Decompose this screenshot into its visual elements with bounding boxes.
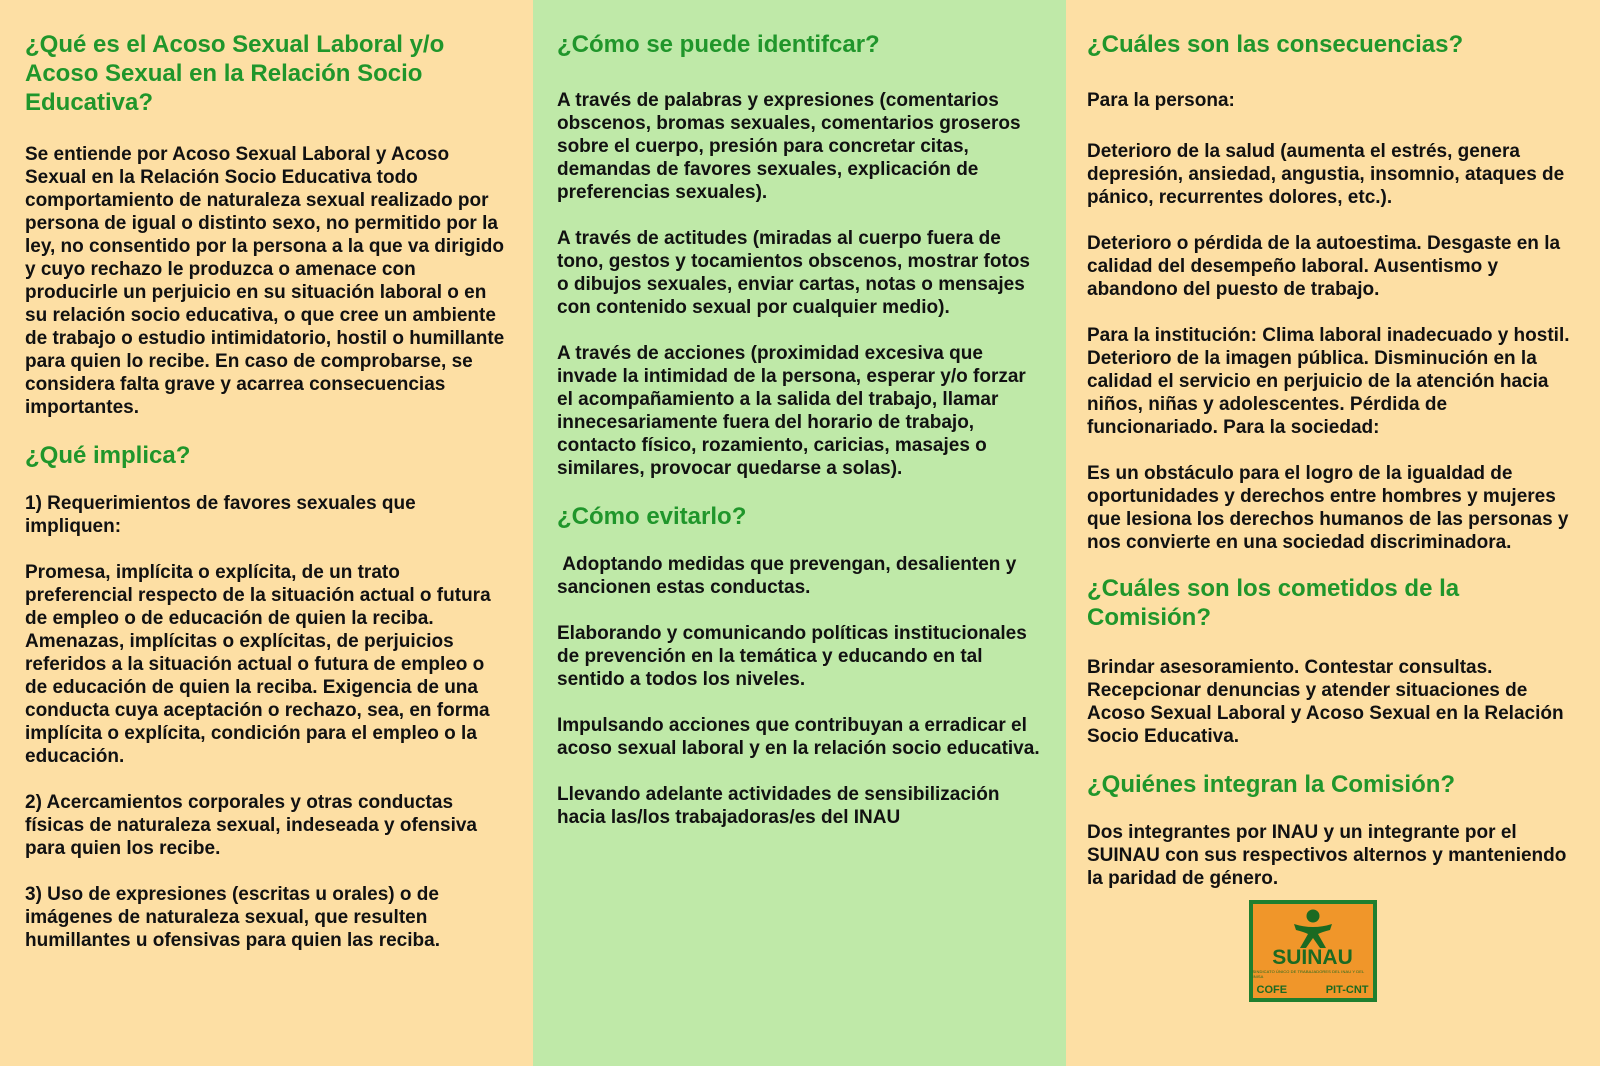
consecuencias-autoestima: Deterioro o pérdida de la autoestima. Desgaste en la calidad del desempeño laboral. Ausentismo y abandono del puesto de trabajo. <box>1087 233 1561 300</box>
consecuencias-salud: Deterioro de la salud (aumenta el estrés, genera depresión, ansiedad, angustia, insomnio, ataques de pánico, recurrentes dolores, etc.). <box>1087 141 1565 208</box>
evitar-politicas: Elaborando y comunicando políticas institucionales de prevención en la temática y educando en tal sentido a todos los niveles. <box>557 623 1027 690</box>
evitar-sensibilizacion: Llevando adelante actividades de sensibilización hacia las/los trabajadoras/es del INAU <box>557 784 1000 828</box>
heading-como-identificar: ¿Cómo se puede identifcar? <box>557 31 880 58</box>
heading-que-implica: ¿Qué implica? <box>25 442 191 469</box>
consecuencias-sociedad: Es un obstáculo para el logro de la igualdad de oportunidades y derechos entre hombres y mujeres que lesiona los derechos humanos de las personas y nos convierte en una sociedad discriminadora. <box>1087 463 1569 553</box>
implica-item-2: 2) Acercamientos corporales y otras conductas físicas de naturaleza sexual, indeseada y ofensiva para quien los recibe. <box>25 792 477 859</box>
definition-paragraph: Se entiende por Acoso Sexual Laboral y Acoso Sexual en la Relación Socio Educativa todo comportamiento de naturaleza sexual realizado por persona de igual o distinto sexo, no permitido por la ley, no consentido por la persona a la que va dirigido y cuyo rechazo le produzca o amenace con producirle un perjuicio en su situación laboral o en su relación socio educativa, o que cree un ambiente de trabajo o estudio intimidatorio, hostil o humillante para quien lo recibe. En caso de comprobarse, se considera falta grave y acarrea consecuencias importantes. <box>25 144 505 418</box>
heading-consecuencias: ¿Cuáles son las consecuencias? <box>1087 31 1464 58</box>
suinau-logo <box>1249 900 1377 1002</box>
cometidos-text: Brindar asesoramiento. Contestar consultas. Recepcionar denuncias y atender situaciones de Acoso Sexual Laboral y Acoso Sexual en la Relación Socio Educativa. <box>1087 657 1564 747</box>
implica-item-1-detail: Promesa, implícita o explícita, de un trato preferencial respecto de la situación actual o futura de empleo o de educación de quien la reciba. Amenazas, implícitas o explícitas, de perjuicios referidos a la situación actual o futura de empleo o de educación de quien la reciba. Exigencia de una conducta cuya aceptación o rechazo, sea, en forma implícita o explícita, condición para el empleo o la educación. <box>25 562 491 767</box>
heading-que-es: ¿Qué es el Acoso Sexual Laboral y/o Acoso Sexual en la Relación Socio Educativa? <box>25 31 445 116</box>
integrantes-text: Dos integrantes por INAU y un integrante por el SUINAU con sus respectivos alternos y manteniendo la paridad de género. <box>1087 822 1567 889</box>
implica-item-1: 1) Requerimientos de favores sexuales que impliquen: <box>25 493 416 537</box>
heading-integrantes: ¿Quiénes integran la Comisión? <box>1087 771 1456 798</box>
evitar-medidas: Adoptando medidas que prevengan, desalienten y sancionen estas conductas. <box>557 554 1022 598</box>
heading-cometidos: ¿Cuáles son los cometidos de la Comisión? <box>1087 575 1460 631</box>
heading-como-evitarlo: ¿Cómo evitarlo? <box>557 503 747 530</box>
identificar-palabras: A través de palabras y expresiones (comentarios obscenos, bromas sexuales, comentarios groseros sobre el cuerpo, presión para concretar citas, demandas de favores sexuales, explicación de preferencias sexuales). <box>557 90 1021 203</box>
consecuencias-institucion: Para la institución: Clima laboral inadecuado y hostil. Deterioro de la imagen pública. Disminución en la calidad el servicio en perjuicio de la atención hacia niños, niñas y adolescentes. Pérdida de funcionariado. Para la sociedad: <box>1087 325 1570 438</box>
logo-affiliations <box>1257 984 1369 996</box>
logo-area <box>1066 900 1578 1002</box>
logo-name: SUINAU <box>1272 946 1353 969</box>
column-middle <box>533 0 1066 1066</box>
evitar-acciones: Impulsando acciones que contribuyan a erradicar el acoso sexual laboral y en la relación socio educativa. <box>557 715 1040 759</box>
identificar-actitudes: A través de actitudes (miradas al cuerpo fuera de tono, gestos y tocamientos obscenos, mostrar fotos o dibujos sexuales, enviar cartas, notas o mensajes con contenido sexual por cualquier medio). <box>557 228 1030 318</box>
consecuencias-persona-label: Para la persona: <box>1087 90 1235 111</box>
identificar-acciones: A través de acciones (proximidad excesiva que invade la intimidad de la persona, esperar y/o forzar el acompañamiento a la salida del trabajo, llamar innecesariamente fuera del horario de trabajo, contacto físico, rozamiento, caricias, masajes o similares, provocar quedarse a solas). <box>557 343 1026 479</box>
person-icon <box>1290 908 1336 950</box>
logo-left-label: COFE <box>1256 984 1288 996</box>
column-right <box>1066 0 1600 1066</box>
implica-item-3: 3) Uso de expresiones (escritas u orales) o de imágenes de naturaleza sexual, que resulten humillantes u ofensivas para quien las reciba. <box>25 884 440 951</box>
column-left <box>0 0 533 1066</box>
logo-tagline: SINDICATO ÚNICO DE TRABAJADORES DEL INAU Y DEL INISA <box>1252 969 1365 979</box>
logo-right-label: PIT-CNT <box>1325 984 1369 996</box>
